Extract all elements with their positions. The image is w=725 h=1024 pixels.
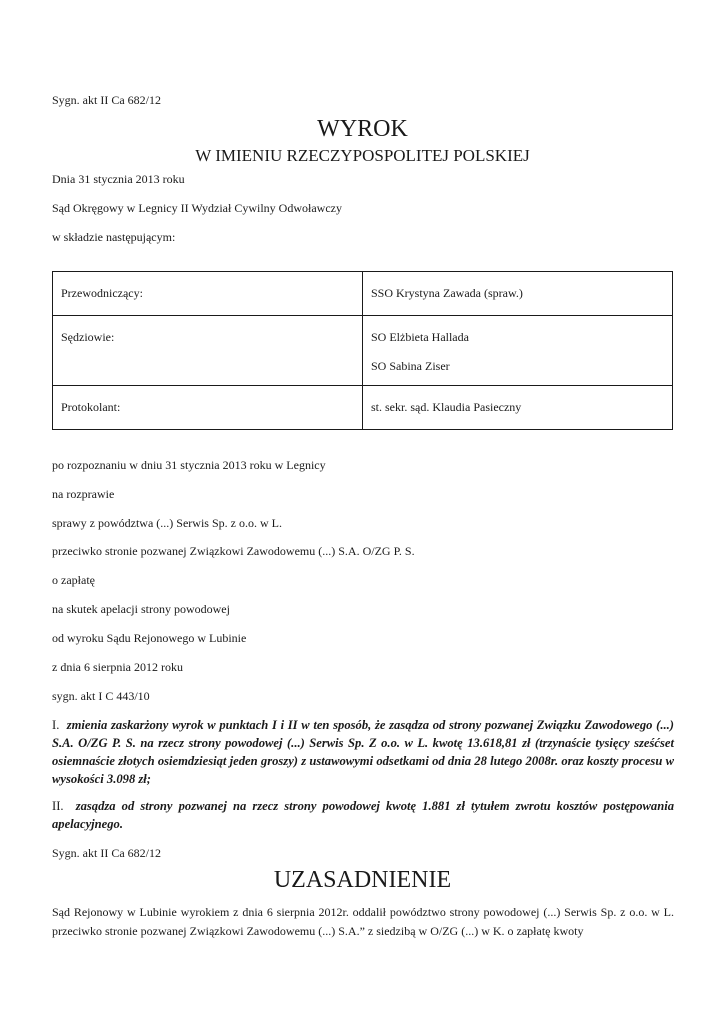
justification-title: UZASADNIENIE	[273, 867, 452, 893]
chair-value: SSO Krystyna Zawada (spraw.)	[363, 272, 673, 316]
case-line: sprawy z powództwa (...) Serwis Sp. z o.o. w L.	[52, 516, 282, 530]
ruling-item-1	[52, 716, 674, 788]
judges-label: Sędziowie:	[53, 316, 363, 386]
case-line: na rozprawie	[52, 487, 115, 501]
case-line: z dnia 6 sierpnia 2012 roku	[52, 660, 183, 674]
justification-signature: Sygn. akt II Ca 682/12	[52, 846, 161, 860]
table-row	[53, 272, 673, 316]
chair-label: Przewodniczący:	[53, 272, 363, 316]
clerk-value: st. sekr. sąd. Klaudia Pasieczny	[363, 386, 673, 430]
ruling-item-1-text: zmienia zaskarżony wyrok w punktach I i II w ten sposób, że zasądza od strony pozwanej Związku Zawodowego (...) S.A. O/ZG P. S. na rzecz strony powodowej (...) Serwis Sp. Z o.o. w L. kwotę 13.618,81 zł (trzynaście tysięcy sześćset osiemnaście złotych osiemdziesiąt jeden groszy) z ustawowymi odsetkami od dnia 28 lutego 2008r. oraz koszty procesu w wysokości 3.098 zł;	[52, 718, 674, 786]
court-name: Sąd Okręgowy w Legnicy II Wydział Cywilny Odwoławczy	[52, 201, 342, 215]
verdict-subtitle: W IMIENIU RZECZYPOSPOLITEJ POLSKIEJ	[195, 146, 530, 165]
verdict-date: Dnia 31 stycznia 2013 roku	[52, 172, 185, 186]
case-line: po rozpoznaniu w dniu 31 stycznia 2013 roku w Legnicy	[52, 458, 326, 472]
case-signature: Sygn. akt II Ca 682/12	[52, 93, 161, 107]
table-row	[53, 316, 673, 386]
composition-intro: w składzie następującym:	[52, 230, 176, 244]
case-line: o zapłatę	[52, 573, 95, 587]
table-row	[53, 386, 673, 430]
ruling-item-1-number: I.	[52, 718, 60, 732]
court-composition-table	[52, 271, 673, 430]
verdict-title: WYROK	[317, 116, 408, 142]
case-line: od wyroku Sądu Rejonowego w Lubinie	[52, 631, 247, 645]
clerk-label: Protokolant:	[53, 386, 363, 430]
ruling-item-2-text: zasądza od strony pozwanej na rzecz strony powodowej kwotę 1.881 zł tytułem zwrotu kosztów postępowania apelacyjnego.	[52, 799, 674, 831]
ruling-item-2-number: II.	[52, 799, 64, 813]
case-line: na skutek apelacji strony powodowej	[52, 602, 230, 616]
case-line: przeciwko stronie pozwanej Związkowi Zawodowemu (...) S.A. O/ZG P. S.	[52, 544, 415, 558]
judges-cell	[363, 316, 673, 386]
judge-1: SO Elżbieta Hallada	[371, 330, 469, 344]
ruling-item-2	[52, 797, 674, 833]
justification-paragraph: Sąd Rejonowy w Lubinie wyrokiem z dnia 6 sierpnia 2012r. oddalił powództwo strony powodowej (...) Serwis Sp. z o.o. w L. przeciwko stronie pozwanej Związkowi Zawodowemu (...) S.A.” z siedzibą w O/ZG (...) w K. o zapłatę kwoty	[52, 905, 674, 938]
case-line: sygn. akt I C 443/10	[52, 689, 150, 703]
judge-2: SO Sabina Ziser	[371, 359, 450, 373]
